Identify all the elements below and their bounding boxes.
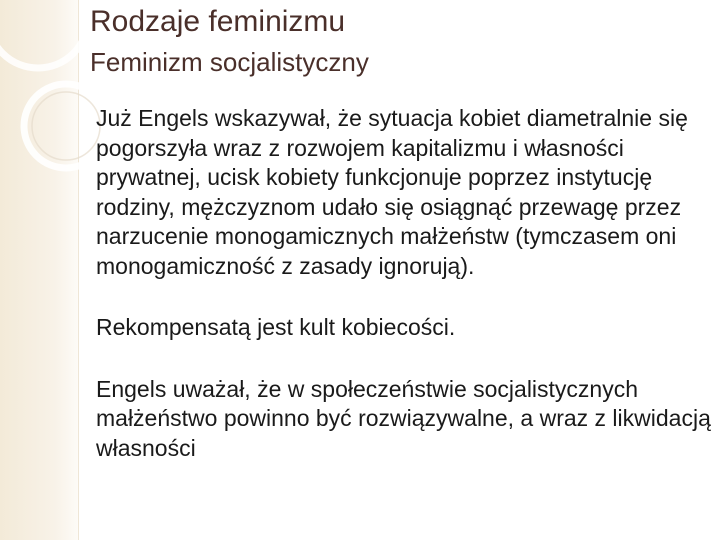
deco-circle-large [0,0,88,68]
slide-body [96,104,716,463]
body-paragraph-2: Rekompensatą jest kult kobiecości. [96,314,456,340]
slide-subtitle: Feminizm socjalistyczny [90,47,369,77]
body-paragraph-1: Już Engels wskazywał, że sytuacja kobiet diametralnie się pogorszyła wraz z rozwojem kapitalizmu i własności prywatnej, ucisk kobiety funkcjonuje poprzez instytucję rodziny, mężczyznom udało się osiągnąć przewagę przez narzucenie monogamicznych małżeństw (tymczasem oni monogamiczność z zasady ignorują). [96,105,688,279]
slide-title: Rodzaje feminizmu [90,5,346,38]
body-paragraph-3: Engels uważał, że w społeczeństwie socjalistycznych małżeństwo powinno być rozwiązywalne, a wraz z likwidacją własności [96,375,711,461]
deco-circle-inner [32,92,100,160]
